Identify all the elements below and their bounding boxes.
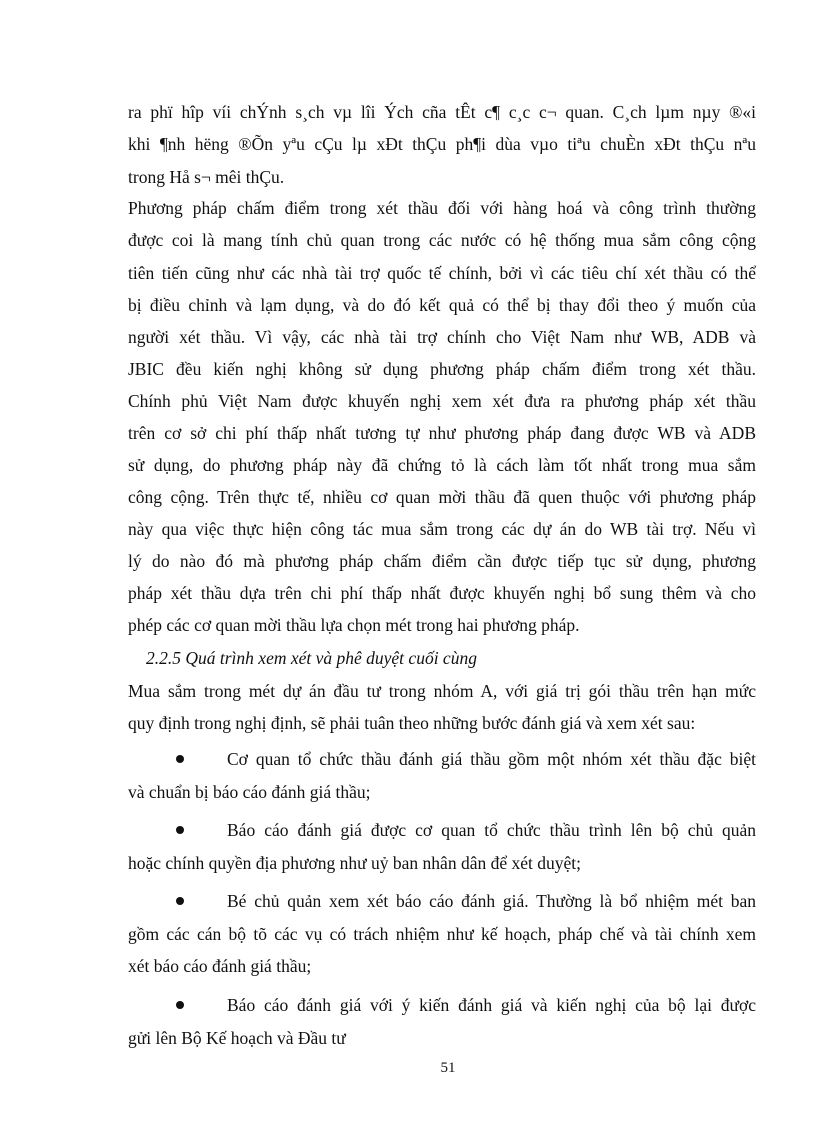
intro-line: quy định trong nghị định, sẽ phải tuân theo những bước đánh giá và xem xét sau: xyxy=(128,713,696,733)
bullet-item-first-line: Cơ quan tổ chức thầu đánh giá thầu gồm một nhóm xét thầu đặc biệt xyxy=(227,749,756,769)
bullet-item-line: gửi lên Bộ Kế hoạch và Đầu tư xyxy=(128,1028,346,1048)
bullet-icon xyxy=(176,826,184,834)
body-line: Phương pháp chấm điểm trong xét thầu đối với hàng hoá và công trình thường xyxy=(128,198,756,218)
bullet-icon xyxy=(176,1001,184,1009)
body-line: tiên tiến cũng như các nhà tài trợ quốc tế chính, bởi vì các tiêu chí xét thầu có thể xyxy=(128,263,756,283)
body-line: bị điều chỉnh và lạm dụng, và do đó kết quả có thể bị thay đổi theo ý muốn của xyxy=(128,295,756,315)
bullet-icon xyxy=(176,897,184,905)
body-line: khi ¶nh hëng ®Õn yªu cÇu lµ xÐt thÇu ph¶i dùa vµo tiªu chuÈn xÐt thÇu nªu xyxy=(128,134,756,154)
bullet-item-line: và chuẩn bị báo cáo đánh giá thầu; xyxy=(128,782,371,802)
body-line: được coi là mang tính chủ quan trong các nước có hệ thống mua sắm công cộng xyxy=(128,230,756,250)
body-line: người xét thầu. Vì vậy, các nhà tài trợ chính cho Việt Nam như WB, ADB và xyxy=(128,327,756,347)
body-line: công cộng. Trên thực tế, nhiều cơ quan mời thầu đã quen thuộc với phương pháp xyxy=(128,487,756,507)
page-number: 51 xyxy=(440,1060,456,1076)
bullet-item-line: xét báo cáo đánh giá thầu; xyxy=(128,956,312,976)
bullet-icon xyxy=(176,755,184,763)
body-line: Chính phủ Việt Nam được khuyến nghị xem xét đưa ra phương pháp xét thầu xyxy=(128,391,756,411)
body-line: trong Hå s¬ mêi thÇu. xyxy=(128,167,285,187)
body-line: lý do nào đó mà phương pháp chấm điểm cần được tiếp tục sử dụng, phương xyxy=(128,551,756,571)
body-line: phép các cơ quan mời thầu lựa chọn mét trong hai phương pháp. xyxy=(128,615,580,635)
bullet-item-line: hoặc chính quyền địa phương như uỷ ban nhân dân để xét duyệt; xyxy=(128,853,581,873)
section-heading: 2.2.5 Quá trình xem xét và phê duyệt cuối cùng xyxy=(146,648,477,668)
body-line: ra phï hîp víi chÝnh s¸ch vµ lîi Ých cña tÊt c¶ c¸c c¬ quan. C¸ch lµm nµy ®«i xyxy=(128,102,756,122)
body-line: trên cơ sở chi phí thấp nhất tương tự như phương pháp đang được WB và ADB xyxy=(128,423,756,443)
body-line: JBIC đều kiến nghị không sử dụng phương pháp chấm điểm trong xét thầu. xyxy=(128,359,756,379)
bullet-item-line: gồm các cán bộ tõ các vụ có trách nhiệm như kế hoạch, pháp chế và tài chính xem xyxy=(128,924,756,944)
bullet-item-first-line: Báo cáo đánh giá được cơ quan tổ chức thầu trình lên bộ chủ quản xyxy=(227,820,756,840)
body-line: pháp xét thầu dựa trên chi phí thấp nhất được khuyến nghị bổ sung thêm và cho xyxy=(128,583,756,603)
body-line: này qua việc thực hiện công tác mua sắm trong các dự án do WB tài trợ. Nếu vì xyxy=(128,519,756,539)
bullet-item-first-line: Báo cáo đánh giá với ý kiến đánh giá và kiến nghị của bộ lại được xyxy=(227,995,756,1015)
bullet-item-first-line: Bé chủ quản xem xét báo cáo đánh giá. Thường là bổ nhiệm mét ban xyxy=(227,891,756,911)
body-line: sử dụng, do phương pháp này đã chứng tỏ là cách làm tốt nhất trong mua sắm xyxy=(128,455,756,475)
intro-line: Mua sắm trong mét dự án đầu tư trong nhóm A, với giá trị gói thầu trên hạn mức xyxy=(128,681,756,701)
